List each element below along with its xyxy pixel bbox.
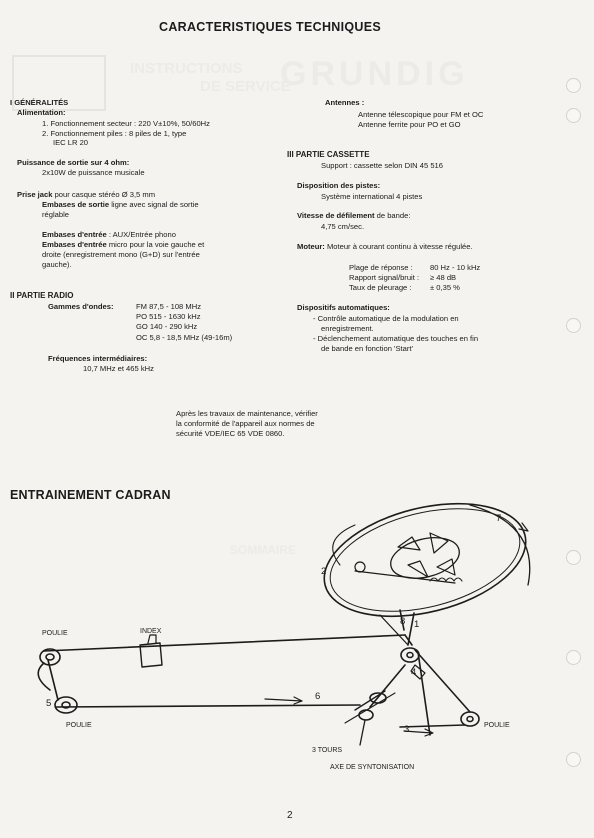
embases-entree2-line [42,240,204,249]
embases-sortie-text: ligne avec signal de sortie [109,200,199,209]
callout-4: 4 [411,667,417,678]
gammes-label: Gammes d'ondes: [48,302,114,311]
cord-bottom-run [56,705,360,707]
label-index: INDEX [140,628,162,635]
drum-hub [386,531,463,585]
binder-hole [566,108,581,123]
antenne-ferrite: Antenne ferrite pour PO et GO [358,120,461,129]
alimentation-piles-type: IEC LR 20 [53,138,89,147]
dial-drive-diagram [0,495,594,785]
page-number: 2 [287,810,293,821]
embases-entree2-label: Embases d'entrée [42,240,107,249]
binder-hole [566,78,581,93]
label-poulie-right: POULIE [484,722,510,729]
gamme-fm: FM 87,5 - 108 MHz [136,302,201,311]
pulley-bottom-right [461,712,479,726]
cassette-header: III PARTIE CASSETTE [287,150,370,159]
tuning-drum [312,495,537,635]
dispositifs-label: Dispositifs automatiques: [297,303,390,312]
dispositif-2b: de bande en fonction 'Start' [321,344,413,353]
gamme-po: PO 515 - 1630 kHz [136,312,201,321]
callout-6: 6 [315,691,321,702]
spec-pleurage-value: ± 0,35 % [430,283,460,292]
embases-entree2-text: micro pour la voie gauche et [106,240,205,249]
alimentation-secteur: 1. Fonctionnement secteur : 220 V±10%, 50/60Hz [42,119,210,128]
vitesse-label: Vitesse de défilement [297,211,375,220]
label-poulie-top: POULIE [42,630,68,637]
cassette-support: Support : cassette selon DIN 45 516 [321,161,443,170]
vitesse-value: 4,75 cm/sec. [321,222,365,231]
diagram-title: ENTRAINEMENT CADRAN [10,488,171,502]
puissance-label: Puissance de sortie sur 4 ohm: [17,158,130,167]
gamme-oc: OC 5,8 - 18,5 MHz (49-16m) [136,333,233,342]
ghost-service: DE SERVICE [200,78,291,95]
ghost-instructions: INSTRUCTIONS [130,60,243,77]
freq-inter-value: 10,7 MHz et 465 kHz [83,364,154,373]
prise-jack-label: Prise jack [17,190,53,199]
embases-entree-line [42,230,176,239]
antennes-label: Antennes : [325,98,365,107]
freq-inter-label: Fréquences intermédiaires: [48,354,148,363]
spec-plage-key: Plage de réponse : [349,263,413,272]
cord-top-run [44,635,405,651]
dispositif-1: - Contrôle automatique de la modulation en [313,314,459,323]
embases-entree2-text3: gauche). [42,260,72,269]
vitesse-text: de bande: [374,211,411,220]
ghost-sommaire: SOMMAIRE [230,543,296,557]
binder-hole [566,318,581,333]
callout-1: 1 [414,619,420,630]
prise-jack-line [17,190,155,199]
moteur-label: Moteur: [297,242,325,251]
pulley-bottom-left [55,697,77,713]
moteur-line [297,242,473,251]
dispositif-2: - Déclenchement automatique des touches en fin [313,334,479,343]
page-title: CARACTERISTIQUES TECHNIQUES [159,20,382,34]
antenne-telescopique: Antenne télescopique pour FM et OC [358,110,484,119]
callout-2: 2 [321,566,327,577]
callout-3: 3 [404,724,410,735]
prise-jack-text: pour casque stéréo Ø 3,5 mm [52,190,156,199]
embases-entree-text: : AUX/Entrée phono [106,230,176,239]
label-3-tours: 3 TOURS [312,747,343,754]
spec-plage-value: 80 Hz - 10 kHz [430,263,481,272]
ghost-brand: GRUNDIG [280,55,469,93]
embases-sortie-text2: réglable [42,210,70,219]
disposition-label: Disposition des pistes: [297,181,381,190]
maintenance-note-line3: sécurité VDE/IEC 65 VDE 0860. [176,429,285,438]
callout-7: 7 [496,513,502,524]
moteur-text: Moteur à courant continu à vitesse régulée. [324,242,473,251]
spec-pleurage-key: Taux de pleurage : [349,283,412,292]
puissance-value: 2x10W de puissance musicale [42,168,145,177]
label-poulie-bottom: POULIE [66,722,92,729]
spec-snr-key: Rapport signal/bruit : [349,273,420,282]
callout-8: 8 [400,616,406,627]
generalites-header: I GÉNÉRALITÉS [10,98,69,107]
embases-sortie-label: Embases de sortie [42,200,110,209]
disposition-value: Système international 4 pistes [321,192,423,201]
gamme-go: GO 140 - 290 kHz [136,322,198,331]
alimentation-label: Alimentation: [17,108,66,117]
radio-header: II PARTIE RADIO [10,291,74,300]
embases-entree-label: Embases d'entrée [42,230,107,239]
embases-entree2-text2: droite (enregistrement mono (G+D) sur l'entrée [42,250,200,259]
maintenance-note-line1: Après les travaux de maintenance, vérifier [176,409,318,418]
embases-sortie-line [42,200,199,209]
maintenance-note-line2: la conformité de l'appareil aux normes de [176,419,315,428]
spec-snr-value: ≥ 48 dB [430,273,457,282]
vitesse-line [297,211,410,220]
dispositif-1b: enregistrement. [321,324,374,333]
alimentation-piles: 2. Fonctionnement piles : 8 piles de 1, type [42,129,187,138]
label-axe-syntonisation: AXE DE SYNTONISATION [330,764,415,771]
pulley-right-guide [401,648,419,662]
callout-5: 5 [46,698,52,709]
